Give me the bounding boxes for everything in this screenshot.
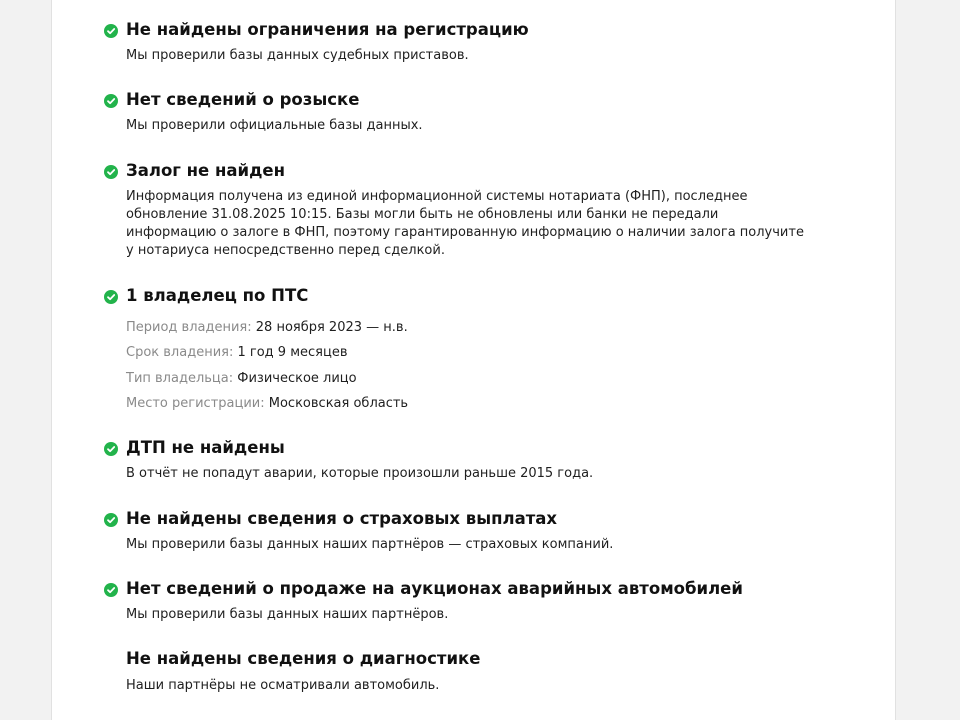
check-item-description: В отчёт не попадут аварии, которые произошли раньше 2015 года. (126, 466, 594, 481)
detail-value: Московская область (268, 396, 409, 411)
check-item-description: Мы проверили официальные базы данных. (126, 118, 423, 133)
check-circle-icon (104, 290, 118, 304)
detail-label: Тип владельца: (126, 371, 234, 386)
owner-type (126, 370, 357, 388)
check-item-title: Нет сведений о продаже на аукционах аварийных автомобилей (126, 579, 743, 598)
report-card (51, 0, 896, 720)
check-item-description: Мы проверили базы данных наших партнёров — страховых компаний. (126, 537, 614, 552)
check-item-description: Информация получена из единой информационной системы нотариата (ФНП), последнее обновление 31.08.2025 10:15. Базы могли быть не обновлены или банки не передали информацию о залоге в ФНП, поэтому гарантированную информацию о наличии залога получите у нотариуса непосредственно перед сделкой. (126, 189, 804, 258)
check-item-title: Не найдены сведения о страховых выплатах (126, 509, 558, 528)
registration-place (126, 395, 408, 413)
check-circle-icon (104, 513, 118, 527)
check-circle-icon (104, 583, 118, 597)
check-item-description: Наши партнёры не осматривали автомобиль. (126, 678, 440, 693)
check-circle-icon (104, 94, 118, 108)
detail-label: Период владения: (126, 320, 252, 335)
detail-label: Срок владения: (126, 345, 234, 360)
check-item-description: Мы проверили базы данных наших партнёров. (126, 607, 449, 622)
check-item-title: ДТП не найдены (126, 438, 285, 457)
check-item-title: Не найдены ограничения на регистрацию (126, 20, 529, 39)
check-circle-icon (104, 24, 118, 38)
detail-value: 28 ноября 2023 — н.в. (255, 320, 408, 335)
check-item-title: Нет сведений о розыске (126, 90, 360, 109)
detail-value: Физическое лицо (237, 371, 357, 386)
detail-label: Место регистрации: (126, 396, 265, 411)
ownership-duration (126, 344, 347, 362)
check-circle-icon (104, 442, 118, 456)
check-item-title: Не найдены сведения о диагностике (126, 649, 481, 668)
ownership-period (126, 319, 408, 337)
detail-value: 1 год 9 месяцев (237, 345, 348, 360)
check-item-title: 1 владелец по ПТС (126, 286, 309, 305)
check-item-description: Мы проверили базы данных судебных приставов. (126, 48, 469, 63)
check-item-title: Залог не найден (126, 161, 285, 180)
check-circle-icon (104, 165, 118, 179)
